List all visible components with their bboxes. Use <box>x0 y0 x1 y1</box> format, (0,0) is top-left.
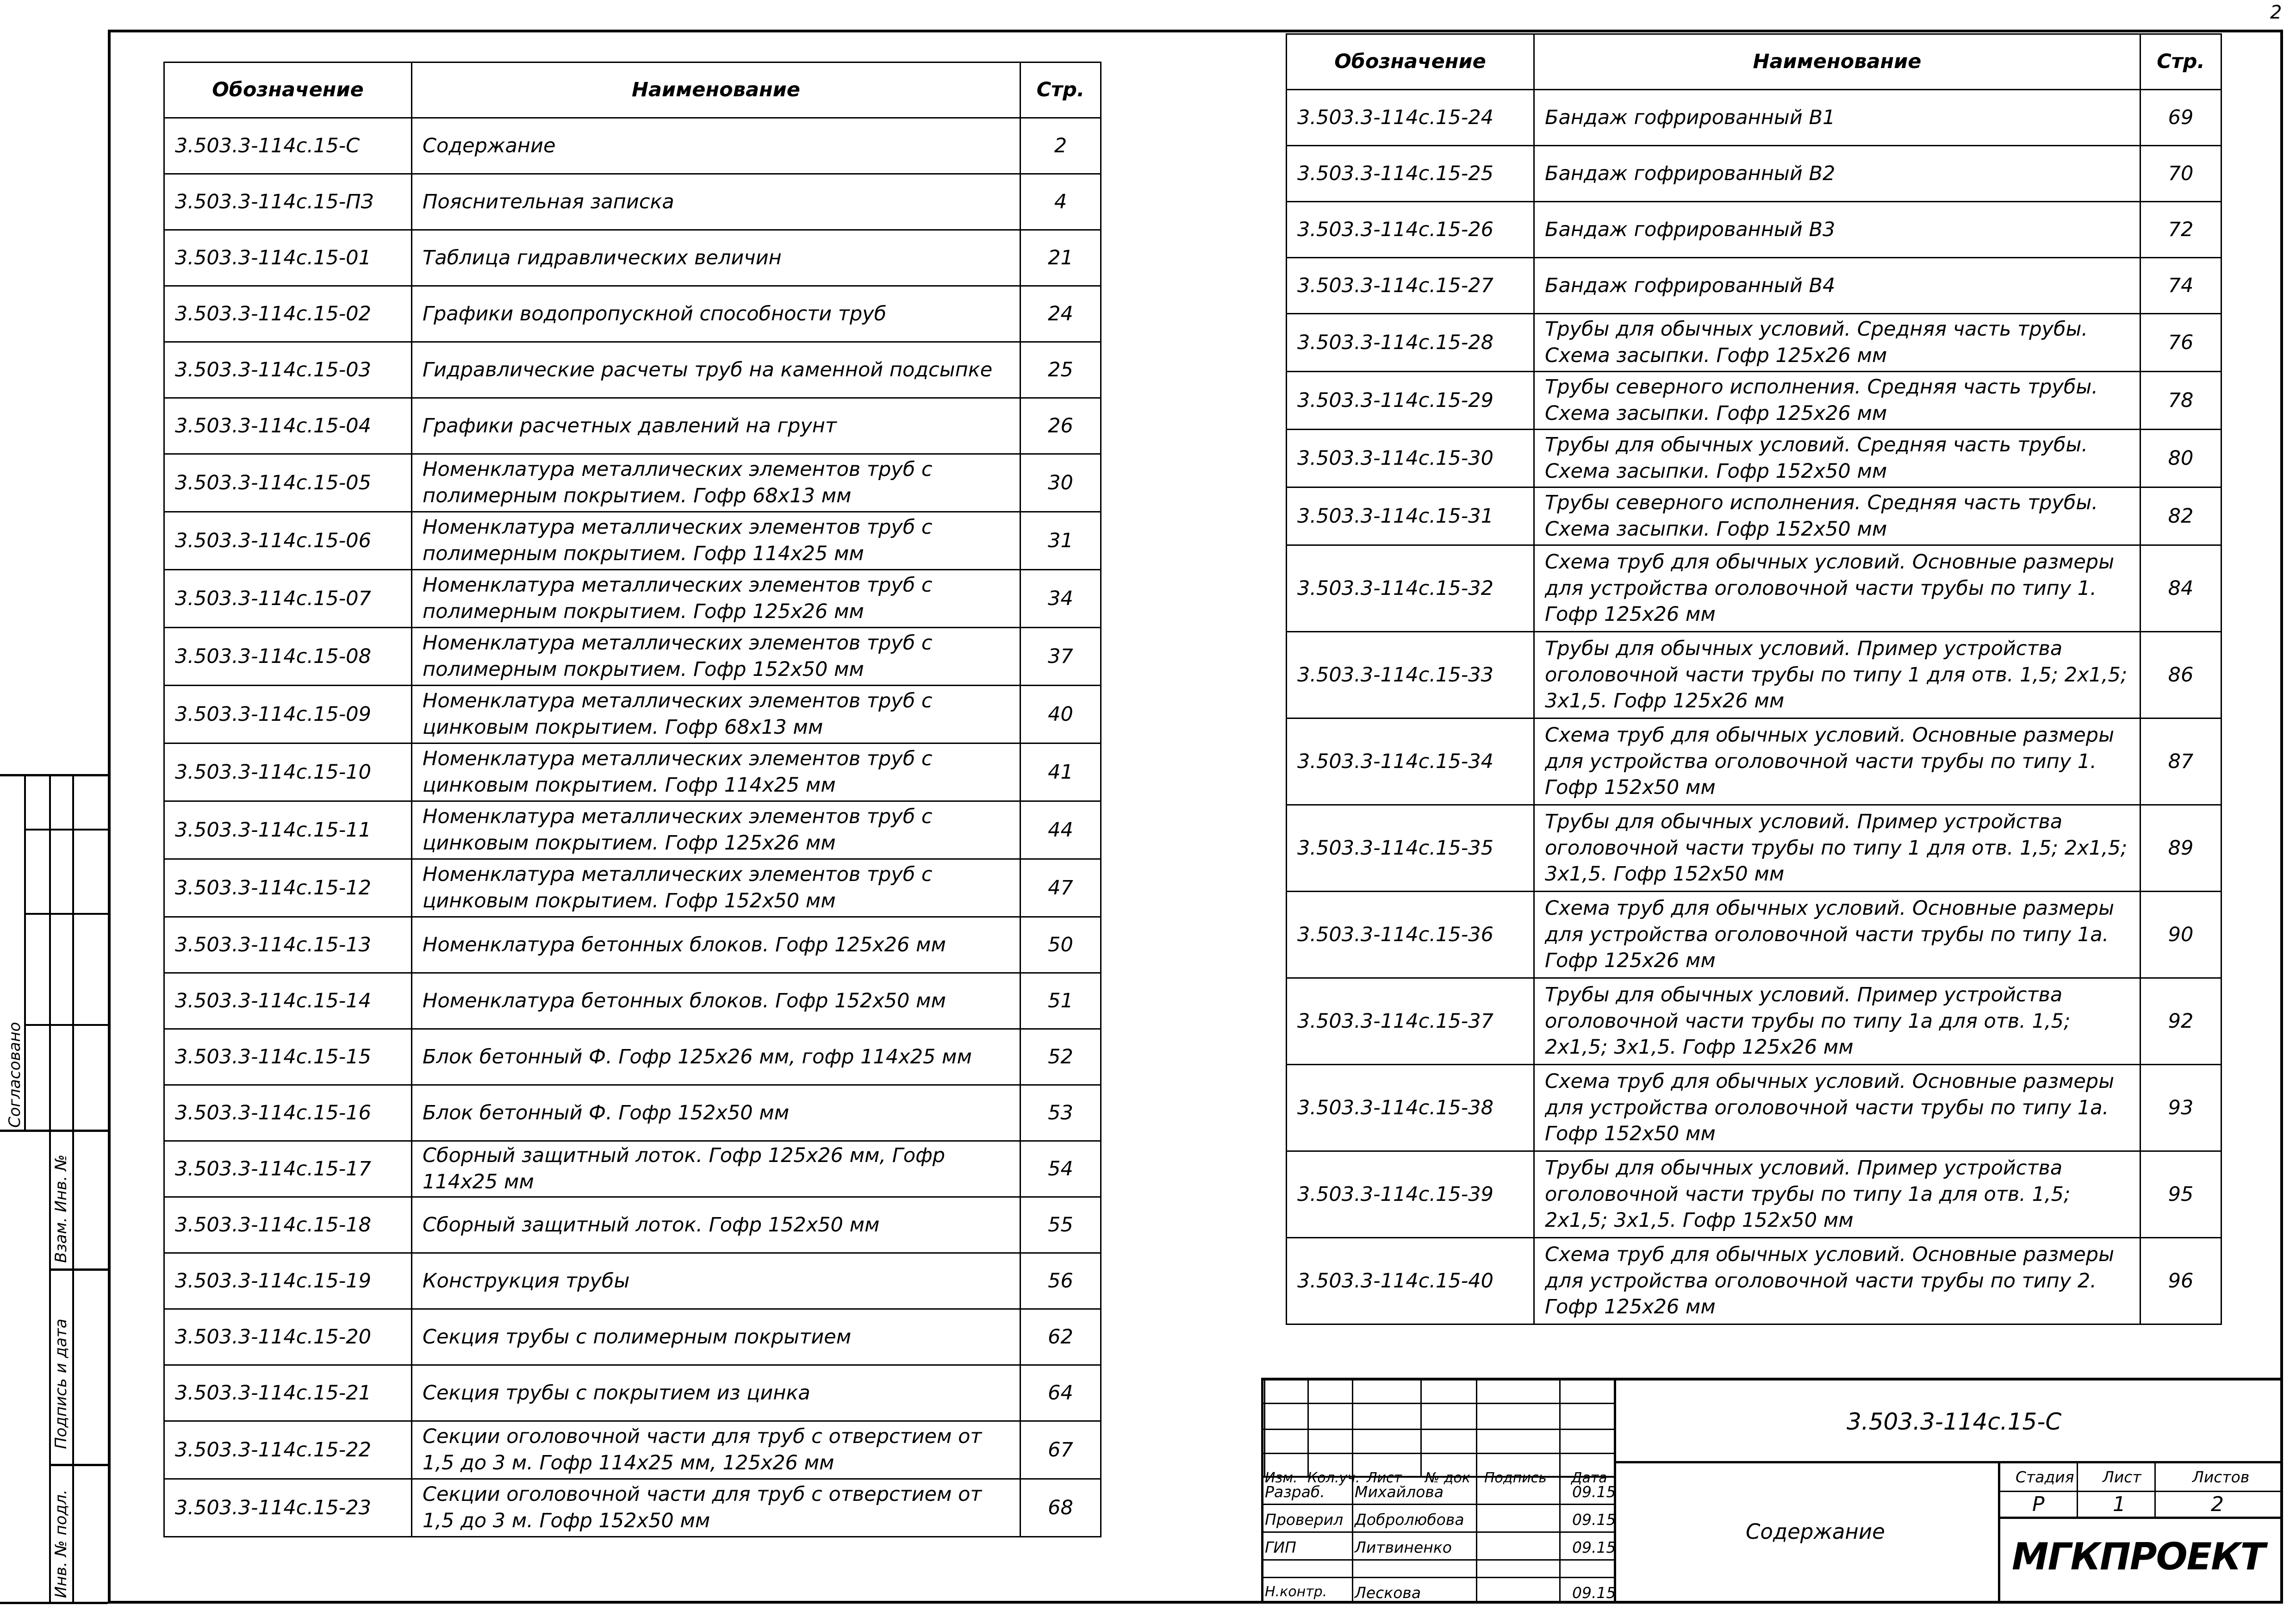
doc-code: 3.503.3-114с.15-С <box>1847 1408 2062 1435</box>
header-name: Наименование <box>412 62 1020 118</box>
page-cell: 86 <box>2140 632 2221 718</box>
name-cell: Секции оголовочной части для труб с отверстием от 1,5 до 3 м. Гофр 152х50 мм <box>412 1479 1020 1537</box>
name-cell: Гидравлические расчеты труб на каменной подсыпке <box>412 342 1020 398</box>
page-cell: 21 <box>1020 230 1101 286</box>
designation-cell: 3.503.3-114с.15-02 <box>164 286 412 342</box>
designation-cell: 3.503.3-114с.15-30 <box>1287 430 1534 487</box>
page-cell: 34 <box>1020 570 1101 628</box>
signer-name: Лескова <box>1355 1584 1421 1602</box>
name-cell: Номенклатура металлических элементов труб с полимерным покрытием. Гофр 114х25 мм <box>412 512 1020 570</box>
page-cell: 84 <box>2140 545 2221 632</box>
name-cell: Трубы для обычных условий. Пример устройства оголовочной части трубы по типу 1а для отв. 1,5; 2х1,5; 3х1,5. Гофр 152х50 мм <box>1534 1151 2140 1238</box>
name-cell: Трубы северного исполнения. Средняя часть трубы. Схема засыпки. Гофр 125х26 мм <box>1534 372 2140 430</box>
name-cell: Секция трубы с покрытием из цинка <box>412 1365 1020 1421</box>
designation-cell: 3.503.3-114с.15-35 <box>1287 805 1534 892</box>
table-row <box>1287 258 2221 314</box>
sheet-label: Лист <box>2103 1468 2141 1486</box>
table-row <box>1287 545 2221 632</box>
designation-cell: 3.503.3-114с.15-ПЗ <box>164 174 412 230</box>
table-row <box>1287 632 2221 718</box>
designation-cell: 3.503.3-114с.15-03 <box>164 342 412 398</box>
designation-cell: 3.503.3-114с.15-07 <box>164 570 412 628</box>
page-number: 2 <box>2270 2 2282 23</box>
table-row <box>1287 487 2221 545</box>
designation-cell: 3.503.3-114с.15-12 <box>164 859 412 917</box>
designation-cell: 3.503.3-114с.15-24 <box>1287 90 1534 146</box>
signer-date: 09.15 <box>1572 1584 1616 1602</box>
agreed-label: Согласовано <box>6 1022 24 1128</box>
name-cell: Номенклатура металлических элементов труб с цинковым покрытием. Гофр 152х50 мм <box>412 859 1020 917</box>
table-row <box>164 1197 1101 1253</box>
table-row <box>164 1085 1101 1141</box>
designation-cell: 3.503.3-114с.15-05 <box>164 454 412 512</box>
designation-cell: 3.503.3-114с.15-37 <box>1287 978 1534 1065</box>
page-cell: 95 <box>2140 1151 2221 1238</box>
table-row <box>164 174 1101 230</box>
designation-cell: 3.503.3-114с.15-09 <box>164 686 412 743</box>
name-cell: Пояснительная записка <box>412 174 1020 230</box>
name-cell: Номенклатура металлических элементов труб с полимерным покрытием. Гофр 125х26 мм <box>412 570 1020 628</box>
table-row <box>164 570 1101 628</box>
name-cell: Трубы северного исполнения. Средняя часть трубы. Схема засыпки. Гофр 152х50 мм <box>1534 487 2140 545</box>
table-row <box>164 1253 1101 1309</box>
header-designation: Обозначение <box>164 62 412 118</box>
table-row <box>164 801 1101 859</box>
page-cell: 51 <box>1020 973 1101 1029</box>
table-row <box>164 1421 1101 1479</box>
page-cell: 67 <box>1020 1421 1101 1479</box>
designation-cell: 3.503.3-114с.15-20 <box>164 1309 412 1365</box>
header-page: Стр. <box>1020 62 1101 118</box>
sign-date-label: Подпись и дата <box>52 1318 70 1449</box>
page-cell: 24 <box>1020 286 1101 342</box>
name-cell: Конструкция трубы <box>412 1253 1020 1309</box>
page-cell: 25 <box>1020 342 1101 398</box>
table-row <box>164 118 1101 174</box>
signer-date: 09.15 <box>1572 1483 1616 1501</box>
signer-role: Н.контр. <box>1265 1584 1327 1600</box>
page-cell: 2 <box>1020 118 1101 174</box>
hdr-kol: Кол.уч. <box>1307 1470 1360 1486</box>
name-cell: Бандаж гофрированный В4 <box>1534 258 2140 314</box>
page-cell: 74 <box>2140 258 2221 314</box>
table-row <box>164 230 1101 286</box>
table-row <box>1287 978 2221 1065</box>
table-row <box>1287 90 2221 146</box>
designation-cell: 3.503.3-114с.15-29 <box>1287 372 1534 430</box>
page-cell: 50 <box>1020 917 1101 973</box>
page-cell: 96 <box>2140 1238 2221 1324</box>
page-cell: 68 <box>1020 1479 1101 1537</box>
table-row <box>164 398 1101 454</box>
page-cell: 93 <box>2140 1065 2221 1151</box>
page-cell: 70 <box>2140 146 2221 202</box>
name-cell: Номенклатура металлических элементов труб с цинковым покрытием. Гофр 114х25 мм <box>412 743 1020 801</box>
table-row <box>164 686 1101 743</box>
name-cell: Трубы для обычных условий. Пример устройства оголовочной части трубы по типу 1а для отв. 1,5; 2х1,5; 3х1,5. Гофр 125х26 мм <box>1534 978 2140 1065</box>
page-cell: 41 <box>1020 743 1101 801</box>
page-cell: 52 <box>1020 1029 1101 1085</box>
page-cell: 82 <box>2140 487 2221 545</box>
name-cell: Трубы для обычных условий. Средняя часть трубы. Схема засыпки. Гофр 152х50 мм <box>1534 430 2140 487</box>
header-name: Наименование <box>1534 34 2140 90</box>
name-cell: Бандаж гофрированный В2 <box>1534 146 2140 202</box>
designation-cell: 3.503.3-114с.15-22 <box>164 1421 412 1479</box>
table-row <box>1287 314 2221 372</box>
table-row <box>164 1141 1101 1197</box>
designation-cell: 3.503.3-114с.15-15 <box>164 1029 412 1085</box>
table-row <box>1287 372 2221 430</box>
name-cell: Номенклатура металлических элементов труб с полимерным покрытием. Гофр 152х50 мм <box>412 628 1020 686</box>
name-cell: Схема труб для обычных условий. Основные размеры для устройства оголовочной части трубы по типу 1а. Гофр 152х50 мм <box>1534 1065 2140 1151</box>
designation-cell: 3.503.3-114с.15-17 <box>164 1141 412 1197</box>
table-row <box>164 1365 1101 1421</box>
page-cell: 53 <box>1020 1085 1101 1141</box>
table-row <box>1287 1065 2221 1151</box>
name-cell: Блок бетонный Ф. Гофр 125х26 мм, гофр 114х25 мм <box>412 1029 1020 1085</box>
name-cell: Графики водопропускной способности труб <box>412 286 1020 342</box>
signer-name: Добролюбова <box>1355 1511 1464 1529</box>
signer-date: 09.15 <box>1572 1538 1616 1556</box>
table-row <box>164 1029 1101 1085</box>
designation-cell: 3.503.3-114с.15-36 <box>1287 892 1534 978</box>
name-cell: Сборный защитный лоток. Гофр 125х26 мм, Гофр 114х25 мм <box>412 1141 1020 1197</box>
contents-table-right <box>1286 33 2222 1325</box>
designation-cell: 3.503.3-114с.15-28 <box>1287 314 1534 372</box>
name-cell: Сборный защитный лоток. Гофр 152х50 мм <box>412 1197 1020 1253</box>
signer-role: Проверил <box>1265 1511 1344 1529</box>
page-cell: 89 <box>2140 805 2221 892</box>
designation-cell: 3.503.3-114с.15-23 <box>164 1479 412 1537</box>
name-cell: Номенклатура металлических элементов труб с цинковым покрытием. Гофр 125х26 мм <box>412 801 1020 859</box>
page-cell: 44 <box>1020 801 1101 859</box>
header-page: Стр. <box>2140 34 2221 90</box>
designation-cell: 3.503.3-114с.15-С <box>164 118 412 174</box>
page-cell: 55 <box>1020 1197 1101 1253</box>
table-row <box>1287 202 2221 258</box>
table-row <box>164 859 1101 917</box>
designation-cell: 3.503.3-114с.15-21 <box>164 1365 412 1421</box>
page-cell: 47 <box>1020 859 1101 917</box>
replace-inv-label: Взам. Инв. № <box>52 1154 70 1263</box>
page-cell: 62 <box>1020 1309 1101 1365</box>
name-cell: Схема труб для обычных условий. Основные размеры для устройства оголовочной части трубы по типу 1а. Гофр 125х26 мм <box>1534 892 2140 978</box>
table-row <box>1287 1151 2221 1238</box>
page-cell: 40 <box>1020 686 1101 743</box>
designation-cell: 3.503.3-114с.15-10 <box>164 743 412 801</box>
table-row <box>164 743 1101 801</box>
title-block <box>1261 1378 2283 1604</box>
signer-name: Литвиненко <box>1355 1538 1452 1556</box>
name-cell: Содержание <box>412 118 1020 174</box>
page-cell: 92 <box>2140 978 2221 1065</box>
table-row <box>164 1309 1101 1365</box>
contents-table-left <box>163 62 1101 1537</box>
name-cell: Секции оголовочной части для труб с отверстием от 1,5 до 3 м. Гофр 114х25 мм, 125х26 мм <box>412 1421 1020 1479</box>
table-row <box>164 512 1101 570</box>
table-header-row <box>1287 34 2221 90</box>
designation-cell: 3.503.3-114с.15-40 <box>1287 1238 1534 1324</box>
designation-cell: 3.503.3-114с.15-34 <box>1287 718 1534 805</box>
designation-cell: 3.503.3-114с.15-06 <box>164 512 412 570</box>
table-header-row <box>164 62 1101 118</box>
page-cell: 90 <box>2140 892 2221 978</box>
name-cell: Номенклатура металлических элементов труб с полимерным покрытием. Гофр 68х13 мм <box>412 454 1020 512</box>
inv-orig-label: Инв. № подл. <box>52 1489 70 1598</box>
name-cell: Схема труб для обычных условий. Основные размеры для устройства оголовочной части трубы по типу 2. Гофр 125х26 мм <box>1534 1238 2140 1324</box>
table-row <box>1287 1238 2221 1324</box>
hdr-podpis: Подпись <box>1484 1470 1547 1486</box>
page-cell: 4 <box>1020 174 1101 230</box>
designation-cell: 3.503.3-114с.15-39 <box>1287 1151 1534 1238</box>
page-cell: 80 <box>2140 430 2221 487</box>
table-row <box>164 917 1101 973</box>
designation-cell: 3.503.3-114с.15-08 <box>164 628 412 686</box>
hdr-list: Лист <box>1367 1470 1402 1486</box>
designation-cell: 3.503.3-114с.15-19 <box>164 1253 412 1309</box>
table-row <box>164 973 1101 1029</box>
designation-cell: 3.503.3-114с.15-32 <box>1287 545 1534 632</box>
hdr-ndok: № док <box>1425 1470 1470 1486</box>
name-cell: Схема труб для обычных условий. Основные размеры для устройства оголовочной части трубы по типу 1. Гофр 152х50 мм <box>1534 718 2140 805</box>
header-designation: Обозначение <box>1287 34 1534 90</box>
name-cell: Блок бетонный Ф. Гофр 152х50 мм <box>412 1085 1020 1141</box>
sheets-value: 2 <box>2211 1493 2224 1516</box>
signer-date: 09.15 <box>1572 1511 1616 1529</box>
table-row <box>164 286 1101 342</box>
hdr-izm: Изм. <box>1265 1470 1298 1486</box>
page-cell: 54 <box>1020 1141 1101 1197</box>
signer-role: Разраб. <box>1265 1483 1325 1501</box>
page-cell: 87 <box>2140 718 2221 805</box>
designation-cell: 3.503.3-114с.15-13 <box>164 917 412 973</box>
doc-title: Содержание <box>1746 1519 1885 1544</box>
designation-cell: 3.503.3-114с.15-27 <box>1287 258 1534 314</box>
name-cell: Номенклатура бетонных блоков. Гофр 152х50 мм <box>412 973 1020 1029</box>
name-cell: Номенклатура металлических элементов труб с цинковым покрытием. Гофр 68х13 мм <box>412 686 1020 743</box>
designation-cell: 3.503.3-114с.15-38 <box>1287 1065 1534 1151</box>
name-cell: Бандаж гофрированный В3 <box>1534 202 2140 258</box>
name-cell: Бандаж гофрированный В1 <box>1534 90 2140 146</box>
page-cell: 56 <box>1020 1253 1101 1309</box>
page-cell: 30 <box>1020 454 1101 512</box>
designation-cell: 3.503.3-114с.15-01 <box>164 230 412 286</box>
name-cell: Номенклатура бетонных блоков. Гофр 125х26 мм <box>412 917 1020 973</box>
page-cell: 31 <box>1020 512 1101 570</box>
designation-cell: 3.503.3-114с.15-31 <box>1287 487 1534 545</box>
name-cell: Схема труб для обычных условий. Основные размеры для устройства оголовочной части трубы по типу 1. Гофр 125х26 мм <box>1534 545 2140 632</box>
signer-name: Михайлова <box>1355 1483 1444 1501</box>
name-cell: Трубы для обычных условий. Пример устройства оголовочной части трубы по типу 1 для отв. 1,5; 2х1,5; 3х1,5. Гофр 125х26 мм <box>1534 632 2140 718</box>
name-cell: Таблица гидравлических величин <box>412 230 1020 286</box>
company-logo: МГКПРОЕКТ <box>2012 1535 2265 1578</box>
designation-cell: 3.503.3-114с.15-18 <box>164 1197 412 1253</box>
table-row <box>164 628 1101 686</box>
sheets-label: Листов <box>2192 1468 2250 1486</box>
table-row <box>1287 430 2221 487</box>
stage-label: Стадия <box>2016 1468 2074 1486</box>
name-cell: Трубы для обычных условий. Средняя часть трубы. Схема засыпки. Гофр 125х26 мм <box>1534 314 2140 372</box>
table-row <box>164 1479 1101 1537</box>
page-cell: 76 <box>2140 314 2221 372</box>
designation-cell: 3.503.3-114с.15-25 <box>1287 146 1534 202</box>
stage-value: Р <box>2032 1493 2045 1516</box>
table-row <box>164 454 1101 512</box>
name-cell: Секция трубы с полимерным покрытием <box>412 1309 1020 1365</box>
designation-cell: 3.503.3-114с.15-33 <box>1287 632 1534 718</box>
table-row <box>1287 892 2221 978</box>
page-cell: 69 <box>2140 90 2221 146</box>
page-cell: 64 <box>1020 1365 1101 1421</box>
name-cell: Графики расчетных давлений на грунт <box>412 398 1020 454</box>
table-row <box>164 342 1101 398</box>
table-row <box>1287 718 2221 805</box>
designation-cell: 3.503.3-114с.15-14 <box>164 973 412 1029</box>
page-cell: 37 <box>1020 628 1101 686</box>
page-cell: 26 <box>1020 398 1101 454</box>
table-row <box>1287 146 2221 202</box>
hdr-data: Дата <box>1571 1470 1607 1486</box>
page-cell: 78 <box>2140 372 2221 430</box>
page-cell: 72 <box>2140 202 2221 258</box>
signer-role: ГИП <box>1265 1538 1296 1556</box>
sheet-value: 1 <box>2113 1493 2126 1516</box>
designation-cell: 3.503.3-114с.15-11 <box>164 801 412 859</box>
designation-cell: 3.503.3-114с.15-04 <box>164 398 412 454</box>
designation-cell: 3.503.3-114с.15-26 <box>1287 202 1534 258</box>
table-row <box>1287 805 2221 892</box>
designation-cell: 3.503.3-114с.15-16 <box>164 1085 412 1141</box>
name-cell: Трубы для обычных условий. Пример устройства оголовочной части трубы по типу 1 для отв. 1,5; 2х1,5; 3х1,5. Гофр 152х50 мм <box>1534 805 2140 892</box>
